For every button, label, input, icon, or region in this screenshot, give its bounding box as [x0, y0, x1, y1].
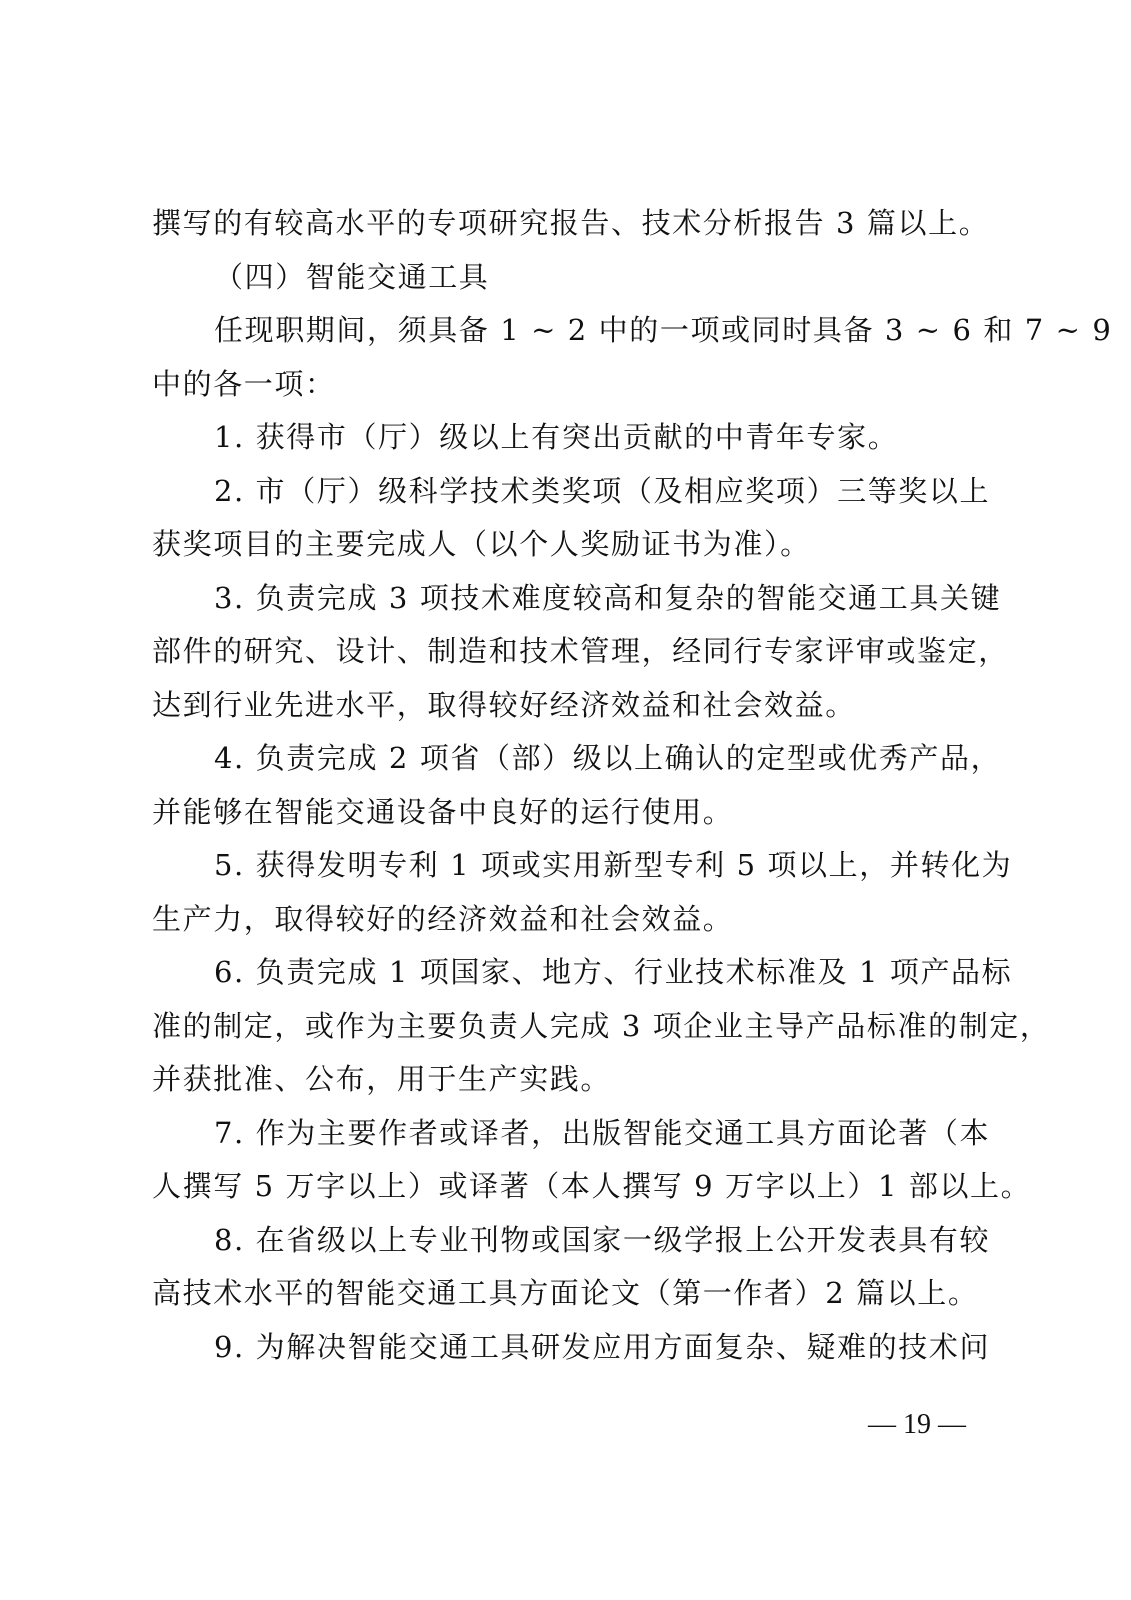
list-item-6: 6. 负责完成 1 项国家、地方、行业技术标准及 1 项产品标	[214, 955, 1013, 989]
list-item-5: 5. 获得发明专利 1 项或实用新型专利 5 项以上，并转化为	[214, 848, 1013, 882]
list-item-8: 8. 在省级以上专业刊物或国家一级学报上公开发表具有较	[214, 1222, 991, 1257]
list-item-3: 3. 负责完成 3 项技术难度较高和复杂的智能交通工具关键	[214, 580, 1002, 615]
document-body	[152, 197, 1113, 1374]
list-item-1: 1. 获得市（厅）级以上有突出贡献的中青年专家。	[214, 420, 899, 454]
list-item-7: 7. 作为主要作者或译者，出版智能交通工具方面论著（本	[214, 1115, 991, 1150]
text-line: 人撰写 5 万字以上）或译著（本人撰写 9 万字以上）1 部以上。	[152, 1169, 1032, 1203]
text-line: 并能够在智能交通设备中良好的运行使用。	[152, 794, 734, 829]
text-line: 高技术水平的智能交通工具方面论文（第一作者）2 篇以上。	[152, 1276, 979, 1310]
text-line: 生产力，取得较好的经济效益和社会效益。	[152, 901, 734, 936]
list-item-2: 2. 市（厅）级科学技术类奖项（及相应奖项）三等奖以上	[214, 473, 991, 508]
text-line: 并获批准、公布，用于生产实践。	[152, 1062, 612, 1096]
text-line: 获奖项目的主要完成人（以个人奖励证书为准）。	[152, 527, 811, 561]
text-line: 中的各一项：	[152, 366, 336, 401]
text-line: 任现职期间，须具备 1 ~ 2 中的一项或同时具备 3 ~ 6 和 7 ~ 9	[214, 313, 1113, 347]
text-line: 撰写的有较高水平的专项研究报告、技术分析报告 3 篇以上。	[152, 206, 990, 240]
text-line: 准的制定，或作为主要负责人完成 3 项企业主导产品标准的制定，	[152, 1008, 1051, 1043]
list-item-4: 4. 负责完成 2 项省（部）级以上确认的定型或优秀产品，	[214, 741, 1002, 775]
list-item-9: 9. 为解决智能交通工具研发应用方面复杂、疑难的技术问	[214, 1329, 991, 1364]
text-line: 达到行业先进水平，取得较好经济效益和社会效益。	[152, 687, 856, 722]
section-heading: （四）智能交通工具	[214, 259, 490, 294]
text-line: 部件的研究、设计、制造和技术管理，经同行专家评审或鉴定，	[152, 634, 1009, 668]
page-number: — 19 —	[868, 1409, 966, 1440]
